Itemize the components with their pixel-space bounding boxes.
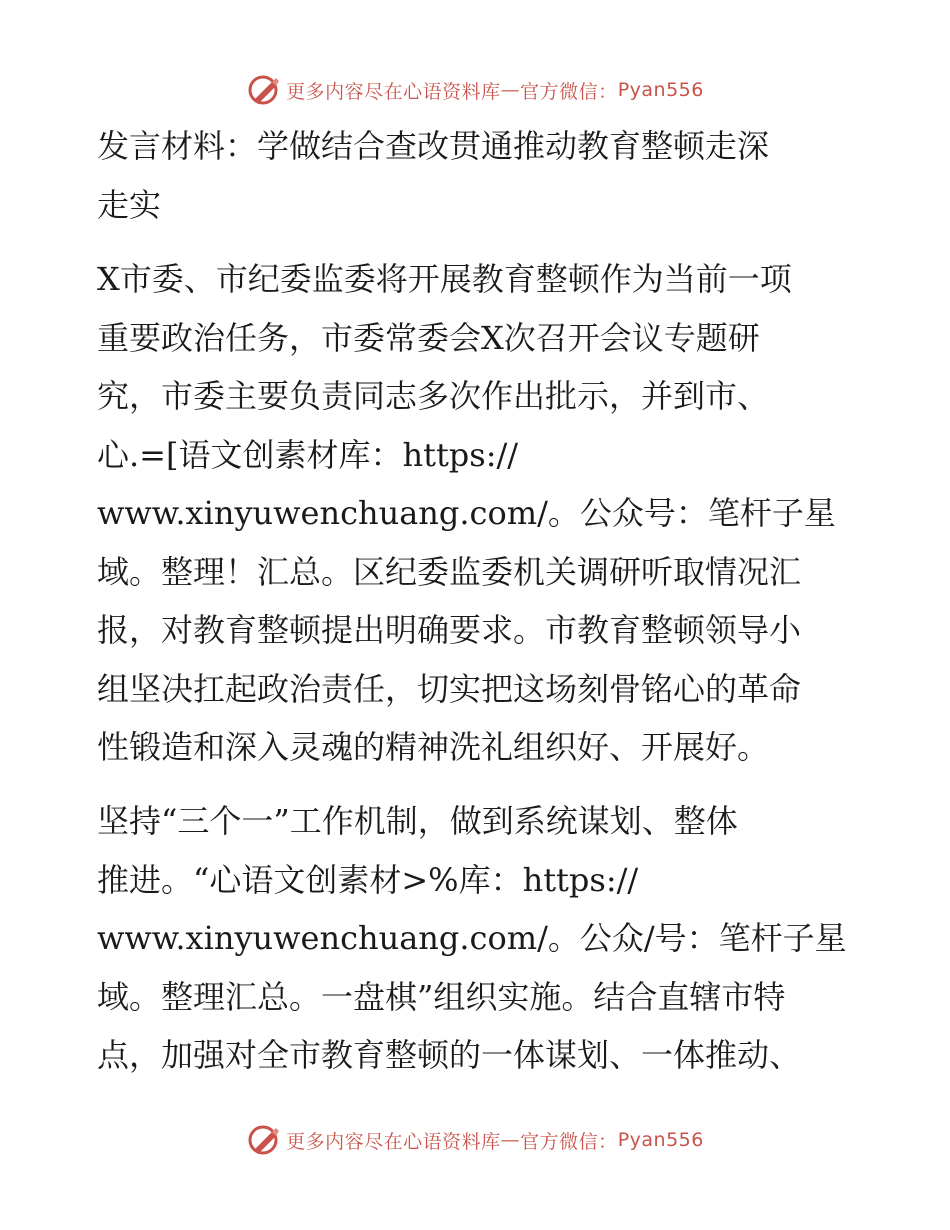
paragraph-line: X市委、市纪委监委将开展教育整顿作为当前一项 [97,260,792,298]
paragraph-line: 域。整理汇总。一盘棋”组织实施。结合直辖市特 [97,977,786,1016]
title-line: 发言材料：学做结合查改贯通推动教育整顿走深 [97,127,770,165]
title-line: 走实 [97,185,162,224]
banner-official-label: 官方微信： [520,80,618,103]
banner-dash: — [500,79,521,101]
paragraph-line: www.xinyuwenchuang.com/。公众/号：笔杆子星 [97,919,847,957]
paragraph-2 [97,792,857,1085]
pen-logo-icon [246,72,282,108]
paragraph-line: 组坚决扛起政治责任，切实把这场刻骨铭心的革命 [97,669,802,708]
paragraph-line: www.xinyuwenchuang.com/。公众号：笔杆子星 [97,494,836,532]
paragraph-1 [97,250,857,777]
banner-main-text: 更多内容尽在心语资料库 [286,1130,501,1153]
paragraph-line: 报，对教育整顿提出明确要求。市教育整顿领导小 [97,611,802,649]
header-watermark-banner [0,70,950,110]
pen-logo-icon [246,1122,282,1158]
paragraph-line: 究，市委主要负责同志多次作出批示，并到市、 [97,377,770,415]
paragraph-line: 坚持“三个一”工作机制，做到系统谋划、整体 [97,802,738,840]
banner-account: Pyan556 [617,79,704,101]
paragraph-line: 点，加强对全市教育整顿的一体谋划、一体推动、 [97,1036,802,1074]
banner-official-label: 官方微信： [520,1130,618,1153]
paragraph-line: 性锻造和深入灵魂的精神洗礼组织好、开展好。 [97,728,770,766]
banner-account: Pyan556 [617,1129,704,1151]
paragraph-line: 域。整理！汇总。区纪委监委机关调研听取情况汇 [97,552,802,591]
paragraph-line: 推进。“心语文创素材>%库：https:// [97,860,639,899]
banner-main-text: 更多内容尽在心语资料库 [286,80,501,103]
banner-dash: — [500,1129,521,1151]
paragraph-line: 重要政治任务，市委常委会X次召开会议专题研 [97,318,760,357]
paragraph-line: 心.=[语文创素材库：https:// [97,435,519,474]
footer-watermark-banner [0,1120,950,1160]
document-title [97,117,857,234]
